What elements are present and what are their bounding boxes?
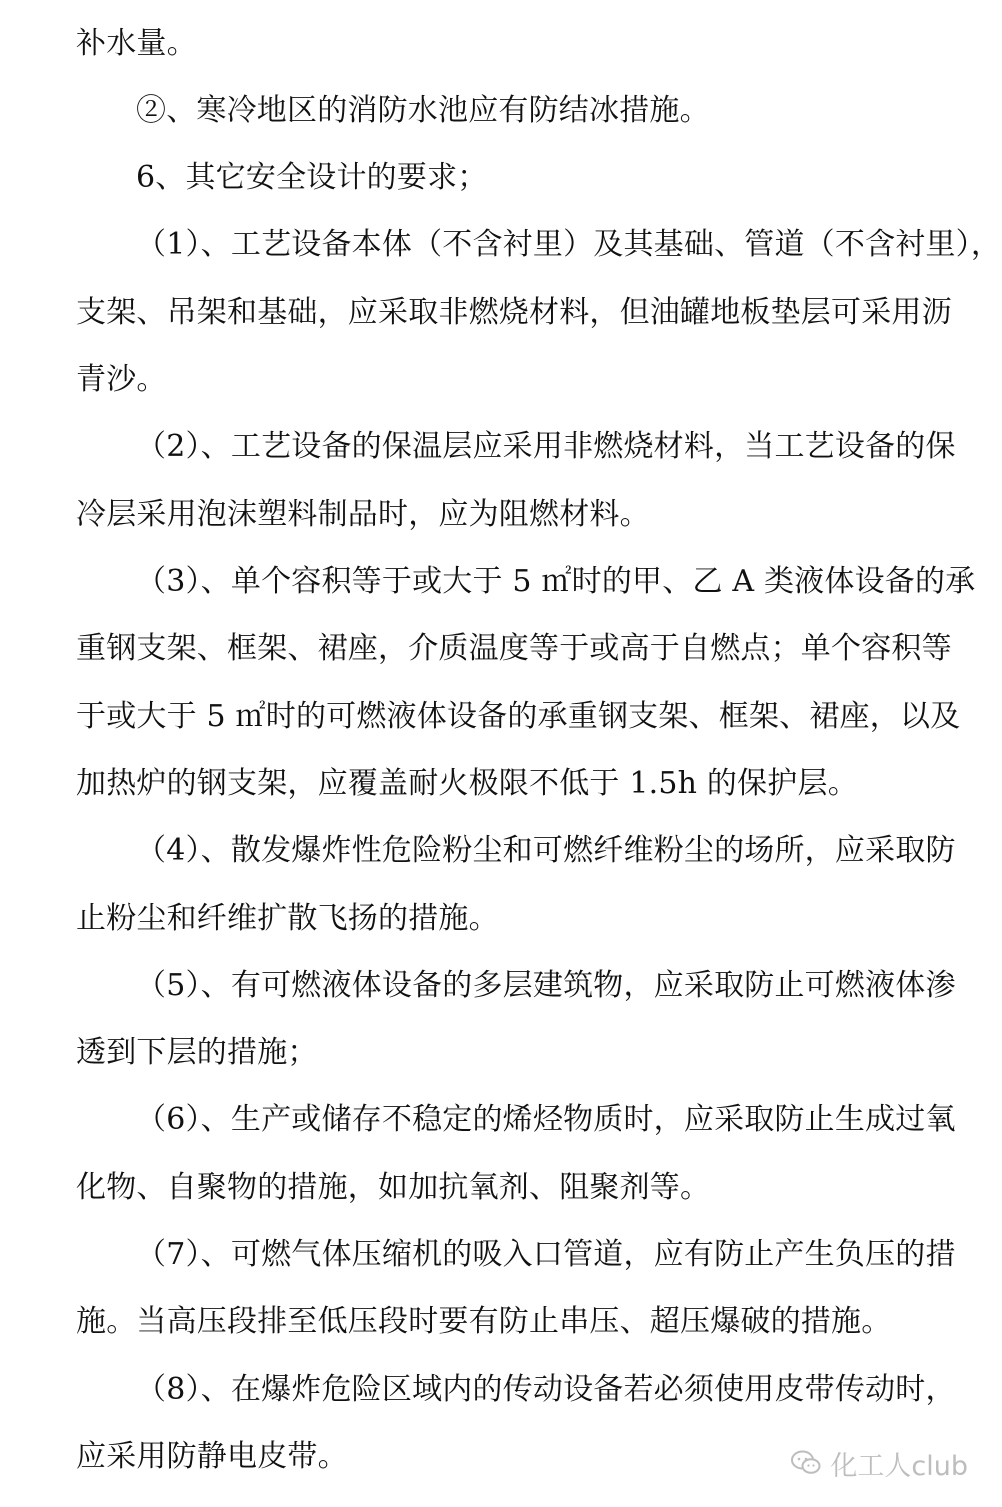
text-line-15: （5）、有可燃液体设备的多层建筑物，应采取防止可燃液体渗 — [136, 968, 956, 1003]
text-line-9: （3）、单个容积等于或大于 5 ㎡时的甲、乙 A 类液体设备的承 — [136, 564, 976, 599]
text-line-7: （2）、工艺设备的保温层应采用非燃烧材料，当工艺设备的保 — [136, 429, 956, 464]
text-line-14: 止粉尘和纤维扩散飞扬的措施。 — [76, 901, 499, 936]
text-line-3: 6、其它安全设计的要求； — [136, 160, 488, 195]
text-line-12: 加热炉的钢支架，应覆盖耐火极限不低于 1.5h 的保护层。 — [76, 766, 858, 801]
watermark-text: 化工人club — [830, 1450, 968, 1482]
text-line-13: （4）、散发爆炸性危险粉尘和可燃纤维粉尘的场所，应采取防 — [136, 833, 956, 868]
text-line-20: 施。当高压段排至低压段时要有防止串压、超压爆破的措施。 — [76, 1304, 892, 1339]
text-line-4: （1）、工艺设备本体（不含衬里）及其基础、管道（不含衬里）， — [136, 227, 1002, 262]
text-line-8: 冷层采用泡沫塑料制品时，应为阻燃材料。 — [76, 497, 650, 532]
text-line-22: 应采用防静电皮带。 — [76, 1439, 348, 1474]
text-line-6: 青沙。 — [76, 362, 167, 397]
text-line-2: ②、寒冷地区的消防水池应有防结冰措施。 — [136, 93, 710, 128]
text-line-18: 化物、自聚物的措施，如加抗氧剂、阻聚剂等。 — [76, 1170, 711, 1205]
watermark — [790, 1446, 968, 1480]
text-line-5: 支架、吊架和基础，应采取非燃烧材料，但油罐地板垫层可采用沥 — [76, 295, 952, 330]
text-line-16: 透到下层的措施； — [76, 1035, 318, 1070]
text-line-10: 重钢支架、框架、裙座，介质温度等于或高于自燃点；单个容积等 — [76, 631, 952, 666]
text-line-21: （8）、在爆炸危险区域内的传动设备若必须使用皮带传动时， — [136, 1372, 956, 1407]
text-line-17: （6）、生产或储存不稳定的烯烃物质时，应采取防止生成过氧 — [136, 1102, 956, 1137]
text-line-11: 于或大于 5 ㎡时的可燃液体设备的承重钢支架、框架、裙座，以及 — [76, 699, 961, 734]
wechat-icon — [790, 1449, 822, 1477]
text-line-19: （7）、可燃气体压缩机的吸入口管道，应有防止产生负压的措 — [136, 1237, 956, 1272]
text-line-1: 补水量。 — [76, 26, 197, 61]
